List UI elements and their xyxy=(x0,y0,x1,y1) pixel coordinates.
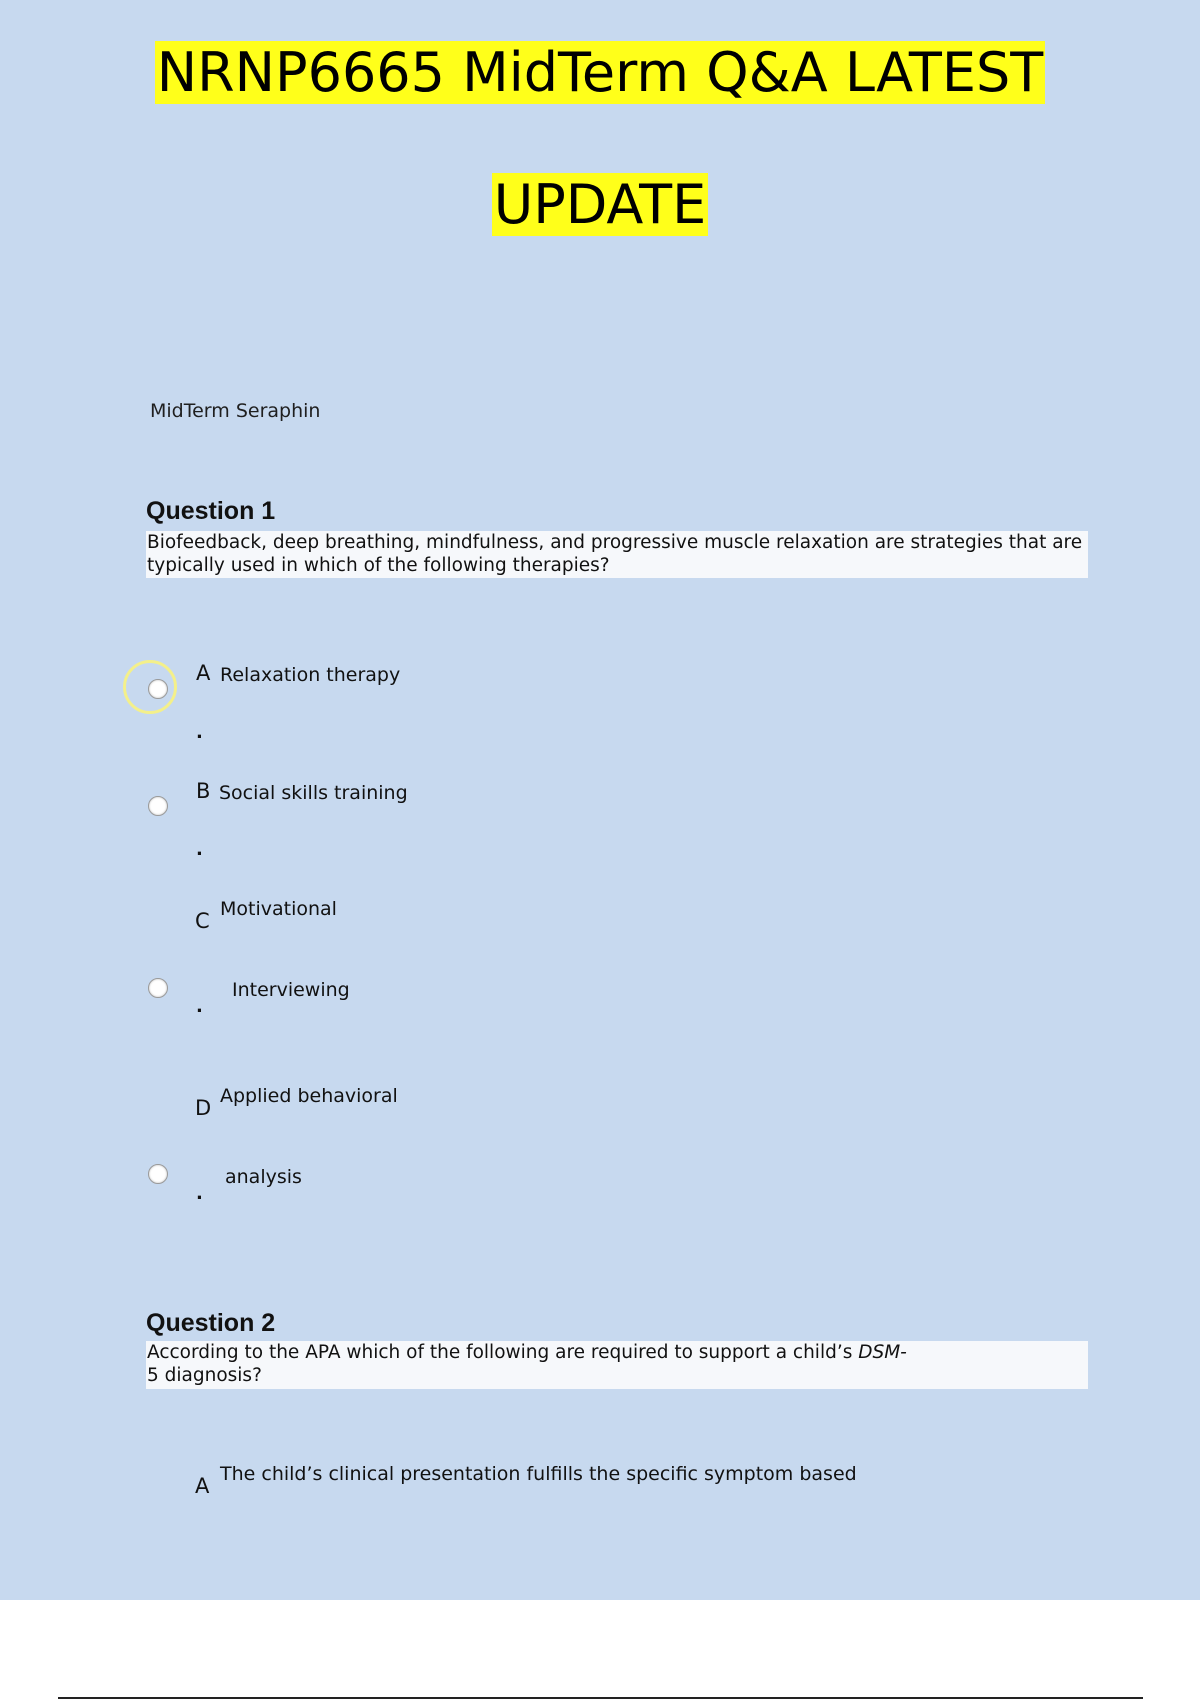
question-2-text xyxy=(146,1341,1088,1389)
option-b-dot: . xyxy=(196,839,203,860)
question-2-option-a-letter: A xyxy=(195,1474,210,1498)
option-c-radio[interactable] xyxy=(148,978,168,998)
question-2-option-a-label: The child’s clinical presentation fulfills the specific symptom based xyxy=(220,1463,857,1485)
option-c-letter: C xyxy=(195,909,210,933)
option-d-letter: D xyxy=(195,1096,212,1120)
option-a-radio[interactable] xyxy=(148,679,168,699)
option-b-label: Social skills training xyxy=(219,782,408,804)
question-1-heading: Question 1 xyxy=(146,497,276,525)
document-title-line-1 xyxy=(0,40,1200,106)
question-2-text-part-2: 5 diagnosis? xyxy=(147,1365,262,1386)
option-b-radio[interactable] xyxy=(148,796,168,816)
question-2-text-part-1: According to the APA which of the following are required to support a child’s xyxy=(147,1342,859,1363)
option-a-label: Relaxation therapy xyxy=(220,664,401,686)
option-d-radio[interactable] xyxy=(148,1164,168,1184)
option-b-letter: B xyxy=(196,779,211,803)
document-title-line-2 xyxy=(0,172,1200,238)
option-c-label-line-2: Interviewing xyxy=(232,979,350,1001)
question-2-heading: Question 2 xyxy=(146,1309,276,1337)
option-d-label-line-1: Applied behavioral xyxy=(220,1085,398,1107)
question-1-text: Biofeedback, deep breathing, mindfulness, and progressive muscle relaxation are strategies that are typically used in which of the following therapies? xyxy=(146,531,1088,578)
option-a-letter: A xyxy=(196,661,211,685)
option-d-label-line-2: analysis xyxy=(225,1166,302,1188)
option-a-dot: . xyxy=(196,722,203,743)
document-subtitle: MidTerm Seraphin xyxy=(150,400,321,422)
option-c-label-line-1: Motivational xyxy=(220,898,337,920)
document-title-text-2: UPDATE xyxy=(493,173,707,236)
option-c-dot: . xyxy=(196,996,203,1017)
document-title-text-1: NRNP6665 MidTerm Q&A LATEST xyxy=(156,41,1044,104)
question-2-text-italic: DSM- xyxy=(858,1342,907,1363)
page-footer-rule xyxy=(58,1697,1143,1699)
option-d-dot: . xyxy=(196,1183,203,1204)
